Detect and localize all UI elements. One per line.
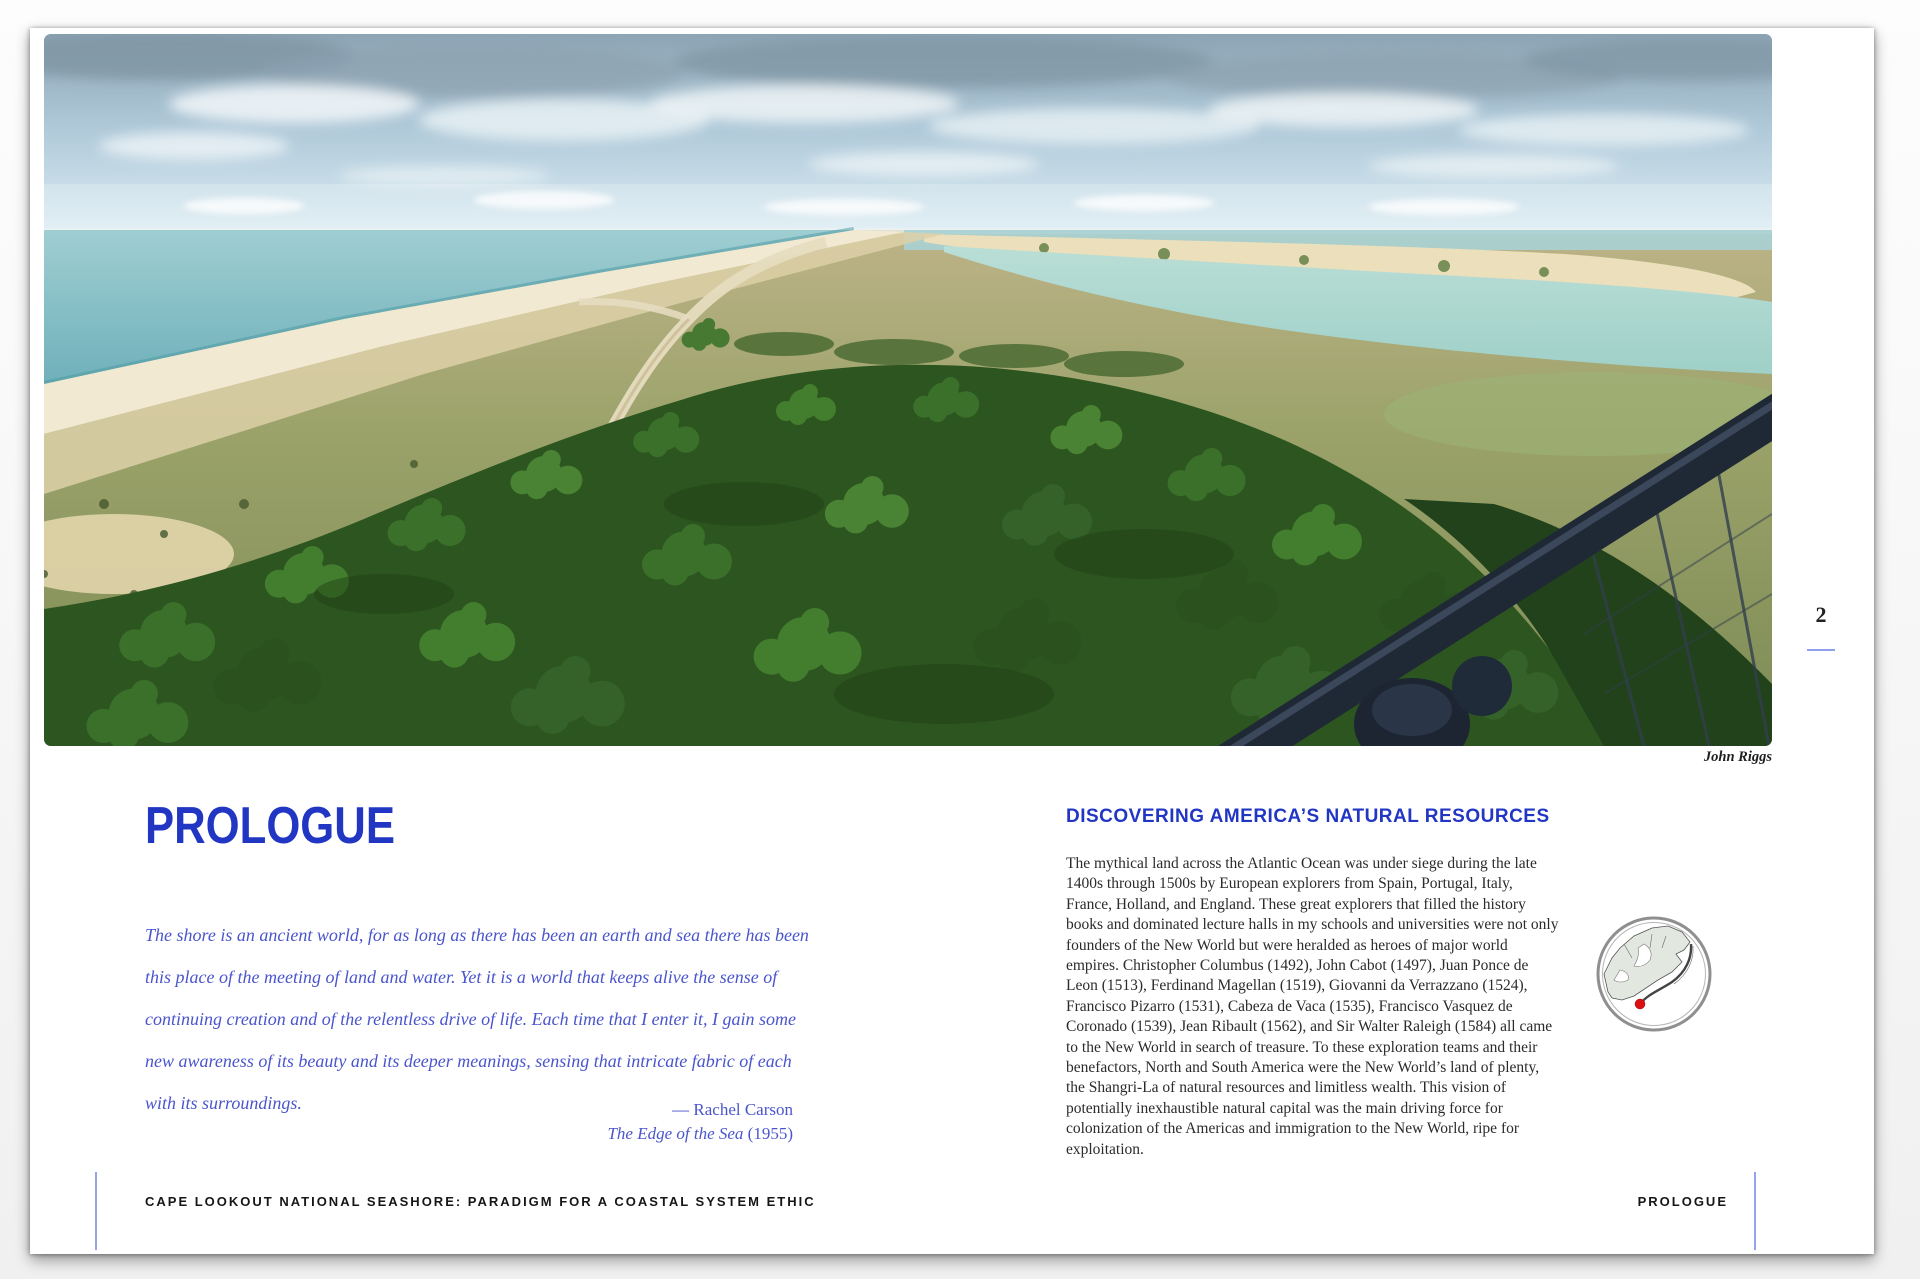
attribution-work-title: The Edge of the Sea [607,1124,744,1143]
attribution-name: — Rachel Carson [672,1100,793,1119]
chapter-title: PROLOGUE [145,797,395,855]
footer-book-title: CAPE LOOKOUT NATIONAL SEASHORE: PARADIGM FOR A COASTAL SYSTEM ETHIC [145,1194,816,1209]
section-heading: DISCOVERING AMERICA’S NATURAL RESOURCES [1066,806,1550,827]
epigraph-quote: The shore is an ancient world, for as long as there has been an earth and sea there has been this place of the meeting of land and water. Yet it is a world that keeps alive the sense of continuing creation and of the relentless drive of life. Each time that I enter it, I gain some new awareness of its beauty and its deeper meanings, sensing that intricate fabric of each with its surroundings. [145,925,809,1113]
footer-chapter-label: PROLOGUE [1637,1194,1728,1209]
body-paragraph: The mythical land across the Atlantic Ocean was under siege during the late 1400s through 1500s by European explorers from Spain, Portugal, Italy, France, Holland, and England. These great explorers that filled the history books and dominated lecture halls in my schools and universities were not only founders of the New World but were heralded as heroes of major world empires. Christopher Columbus (1492), John Cabot (1497), Juan Ponce de Leon (1513), Ferdinand Magellan (1519), Giovanni da Verrazzano (1524), Francisco Pizarro (1531), Cabeza de Vaca (1535), Francisco Vasquez de Coronado (1539), Jean Ribault (1562), and Sir Walter Raleigh (1584) all came to the New World in search of treasure. To these exploration teams and their benefactors, North and South America were the New World’s land of plenty, the Shangri-La of natural resources and limitless wealth. This vision of potentially inexhaustible natural capital was the main driving force for colonization of the Americas and immigration to the New World, ripe for exploitation. [1066,855,1559,1158]
book-page [30,28,1874,1254]
hero-photo-cape-lookout [44,34,1772,746]
attribution-year: (1955) [743,1124,793,1143]
photo-credit: John Riggs [1703,749,1772,765]
quote-attribution [145,1098,793,1146]
red-location-dot-icon [1635,999,1645,1009]
map-inset-globe [1592,912,1716,1036]
page-number-rule [1807,649,1835,651]
coastal-panorama-illustration [44,34,1772,746]
footer-rule-right [1754,1172,1756,1250]
footer-rule-left [95,1172,97,1250]
page-number: 2 [1815,602,1827,627]
